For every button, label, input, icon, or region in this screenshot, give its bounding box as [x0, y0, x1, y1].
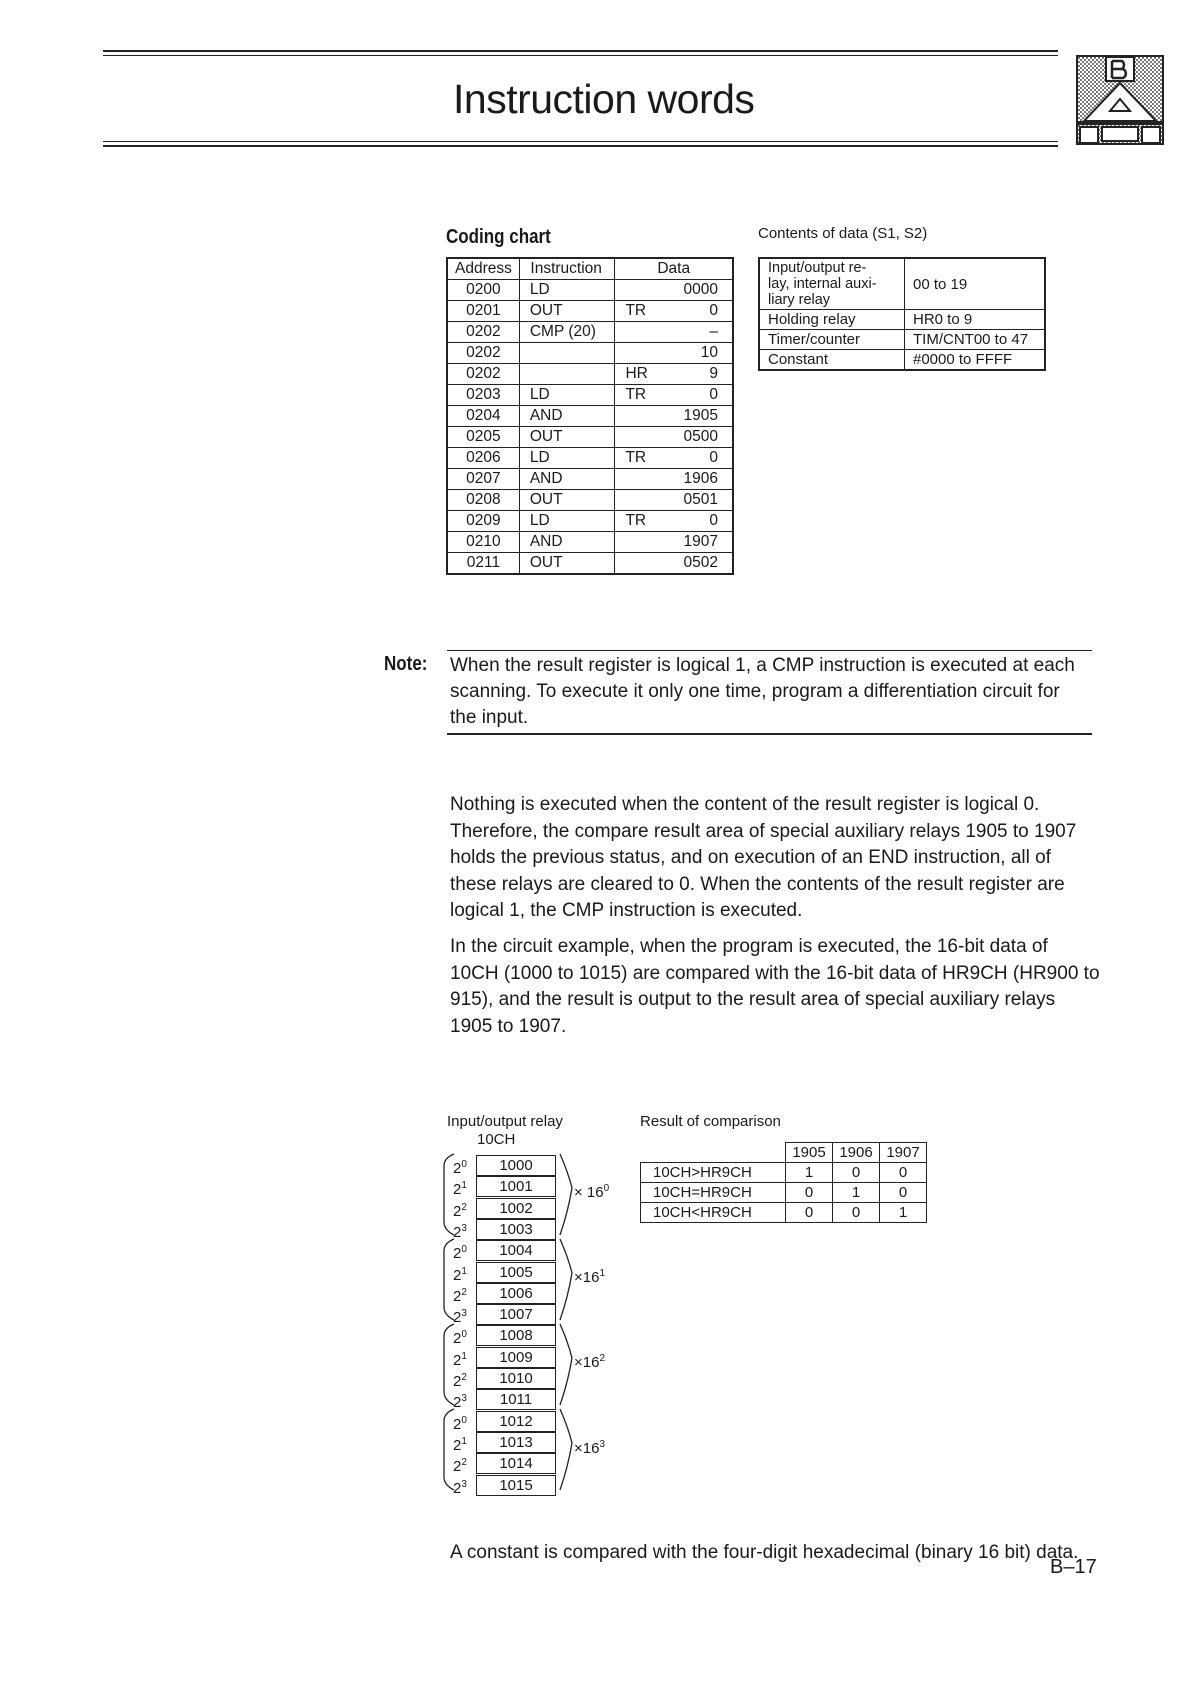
data-area-cell: TR — [615, 448, 667, 469]
multiplier-base: ×16 — [574, 1354, 600, 1372]
relay-cell: 1005 — [476, 1262, 556, 1283]
data-value-cell: 0000 — [666, 280, 733, 301]
data-area-cell — [615, 322, 667, 343]
data-value-cell: 0 — [666, 301, 733, 322]
address-cell: 0202 — [447, 343, 519, 364]
instruction-cell: LD — [519, 511, 615, 532]
relay-cell: 1008 — [476, 1325, 556, 1346]
data-area-cell — [615, 553, 667, 575]
address-cell: 0211 — [447, 553, 519, 575]
relay-cell: 1002 — [476, 1198, 556, 1219]
relay-cell: 1000 — [476, 1155, 556, 1176]
bit-weight-base: 2 — [453, 1160, 462, 1177]
bit-weight-base: 2 — [453, 1266, 462, 1284]
data-value-cell: 10 — [666, 343, 733, 364]
table-row — [759, 350, 1045, 371]
table-row — [447, 469, 733, 490]
bit-weight-exponent: 3 — [461, 1478, 467, 1490]
result-cell: 1 — [880, 1203, 927, 1223]
address-cell: 0208 — [447, 490, 519, 511]
result-row-label: 10CH<HR9CH — [641, 1203, 786, 1223]
table-row — [447, 280, 733, 301]
multiplier-label — [574, 1183, 609, 1201]
contents-value: 00 to 19 — [905, 258, 1046, 310]
paragraph-circuit-example: In the circuit example, when the program is executed, the 16-bit data of 10CH (1000 to 1015) are compared with the 16-bit data of HR9CH (HR900 to 915), and the result is output to the result area of special auxiliary relays 1905 to 1907. — [450, 936, 1100, 1037]
multiplier-base: ×16 — [574, 1439, 600, 1457]
bit-weight-exponent: 1 — [461, 1180, 467, 1192]
bit-weight-exponent: 2 — [461, 1372, 467, 1383]
bit-weight-base: 2 — [453, 1287, 462, 1305]
contents-label: Holding relay — [759, 310, 905, 330]
table-row — [447, 343, 733, 364]
instruction-cell: AND — [519, 406, 615, 427]
address-cell: 0206 — [447, 448, 519, 469]
relay-cell: 1007 — [476, 1304, 556, 1325]
coding-chart-body — [447, 280, 733, 575]
table-row — [447, 322, 733, 343]
multiplier-exponent: 3 — [599, 1438, 606, 1450]
data-area-cell: TR — [615, 511, 667, 532]
bit-weight-base: 2 — [453, 1202, 462, 1220]
multiplier-label — [574, 1439, 605, 1457]
relay-cell: 1012 — [476, 1411, 556, 1432]
bit-weight-base: 2 — [453, 1181, 462, 1199]
relay-diagram-title: Input/output relay — [447, 1113, 563, 1130]
section-b-logo-icon — [1076, 55, 1164, 145]
data-value-cell: 0502 — [666, 553, 733, 575]
data-value-cell: 1906 — [666, 469, 733, 490]
table-row — [759, 310, 1045, 330]
table-row — [641, 1183, 927, 1203]
table-row — [447, 490, 733, 511]
table-row — [759, 258, 1045, 310]
relay-cell: 1006 — [476, 1283, 556, 1304]
result-row-label: 10CH>HR9CH — [641, 1163, 786, 1183]
address-cell: 0203 — [447, 385, 519, 406]
relay-cell: 1010 — [476, 1368, 556, 1389]
bit-weight-exponent: 0 — [461, 1244, 467, 1256]
bit-weight-exponent: 0 — [461, 1329, 467, 1341]
result-cell: 0 — [833, 1163, 880, 1183]
table-row — [759, 330, 1045, 350]
data-value-cell: 0501 — [666, 490, 733, 511]
instruction-cell: OUT — [519, 490, 615, 511]
note-text: When the result register is logical 1, a CMP instruction is executed at each scanning. To execute it only one time, program a differentiation circuit for the input. — [450, 655, 1075, 728]
bit-weight-exponent: 0 — [461, 1159, 467, 1170]
bit-weight-base: 2 — [453, 1415, 462, 1433]
bit-weight-base: 2 — [453, 1458, 462, 1476]
relay-cell: 1014 — [476, 1453, 556, 1474]
bit-weight-exponent: 2 — [461, 1286, 467, 1298]
relay-channel-label: 10CH — [477, 1131, 516, 1148]
table-row — [447, 385, 733, 406]
page-number: B–17 — [1050, 1556, 1097, 1578]
address-cell: 0209 — [447, 511, 519, 532]
table-row — [641, 1163, 927, 1183]
result-col-header: 1905 — [786, 1143, 833, 1163]
address-cell: 0202 — [447, 364, 519, 385]
instruction-cell: CMP (20) — [519, 322, 615, 343]
multiplier-exponent: 2 — [599, 1353, 606, 1365]
address-cell: 0202 — [447, 322, 519, 343]
result-cell: 1 — [833, 1183, 880, 1203]
result-cell: 0 — [880, 1163, 927, 1183]
relay-cell: 1013 — [476, 1432, 556, 1453]
result-cell: 0 — [786, 1183, 833, 1203]
address-cell: 0201 — [447, 301, 519, 322]
header-rule-top-1 — [103, 50, 1058, 52]
table-row — [447, 532, 733, 553]
relay-cell: 1001 — [476, 1176, 556, 1197]
result-cell: 0 — [833, 1203, 880, 1223]
multiplier-exponent: 0 — [603, 1183, 610, 1194]
result-cell: 1 — [786, 1163, 833, 1183]
bit-weight-base: 2 — [453, 1394, 462, 1412]
instruction-cell: AND — [519, 532, 615, 553]
instruction-cell — [519, 364, 615, 385]
page-title: Instruction words — [453, 76, 755, 122]
bit-weight-base: 2 — [453, 1245, 462, 1263]
header-rule-top-2 — [103, 55, 1058, 56]
bit-weight-exponent: 3 — [461, 1308, 467, 1320]
instruction-cell: LD — [519, 448, 615, 469]
table-row — [447, 511, 733, 532]
table-row — [447, 553, 733, 575]
data-value-cell: 0 — [666, 511, 733, 532]
result-header-empty — [641, 1143, 786, 1163]
bit-weight-base: 2 — [453, 1330, 462, 1348]
result-col-header: 1907 — [880, 1143, 927, 1163]
multiplier-base: ×16 — [574, 1269, 600, 1287]
bit-weight-base: 2 — [453, 1479, 462, 1497]
data-area-cell — [615, 532, 667, 553]
contents-label: Constant — [759, 350, 905, 371]
col-header-data: Data — [615, 258, 733, 280]
bit-weight-exponent: 3 — [461, 1222, 467, 1234]
data-area-cell: HR — [615, 364, 667, 385]
bit-weight-base: 2 — [453, 1223, 462, 1241]
relay-cell: 1009 — [476, 1347, 556, 1368]
header-rule-bottom-1 — [103, 141, 1058, 142]
contents-label: Timer/counter — [759, 330, 905, 350]
result-col-header: 1906 — [833, 1143, 880, 1163]
instruction-cell: OUT — [519, 553, 615, 575]
bit-weight-base: 2 — [453, 1373, 462, 1390]
table-row — [447, 406, 733, 427]
bit-weight-exponent: 2 — [461, 1457, 467, 1469]
bit-weight-base: 2 — [453, 1351, 462, 1369]
instruction-cell: AND — [519, 469, 615, 490]
data-area-cell: TR — [615, 385, 667, 406]
data-value-cell: – — [666, 322, 733, 343]
contents-title: Contents of data (S1, S2) — [758, 225, 928, 242]
bit-weight-exponent: 1 — [461, 1435, 467, 1447]
multiplier-label — [574, 1353, 605, 1371]
table-row — [447, 301, 733, 322]
footer-text: A constant is compared with the four-digit hexadecimal (binary 16 bit) data. — [450, 1542, 1079, 1563]
coding-chart-table — [446, 257, 734, 575]
data-value-cell: 0 — [666, 448, 733, 469]
contents-value: HR0 to 9 — [905, 310, 1046, 330]
multiplier-base: × 16 — [574, 1184, 604, 1201]
data-value-cell: 1907 — [666, 532, 733, 553]
contents-value: #0000 to FFFF — [905, 350, 1046, 371]
data-area-cell — [615, 406, 667, 427]
table-row — [447, 448, 733, 469]
coding-chart-title: Coding chart — [446, 226, 551, 248]
multiplier-exponent: 1 — [599, 1268, 606, 1280]
data-area-cell — [615, 343, 667, 364]
contents-value: TIM/CNT00 to 47 — [905, 330, 1046, 350]
address-cell: 0200 — [447, 280, 519, 301]
data-area-cell: TR — [615, 301, 667, 322]
header-rule-bottom-2 — [103, 145, 1058, 147]
bit-weight-base: 2 — [453, 1309, 462, 1327]
table-row — [641, 1203, 927, 1223]
col-header-instruction: Instruction — [519, 258, 615, 280]
note-rule-top — [447, 650, 1092, 651]
instruction-cell: OUT — [519, 301, 615, 322]
data-area-cell — [615, 427, 667, 448]
bit-weight-exponent: 1 — [461, 1350, 467, 1362]
data-area-cell — [615, 469, 667, 490]
data-value-cell: 9 — [666, 364, 733, 385]
data-value-cell: 0 — [666, 385, 733, 406]
bit-weight-base: 2 — [453, 1436, 462, 1454]
bit-weight-exponent: 1 — [461, 1265, 467, 1277]
result-row-label: 10CH=HR9CH — [641, 1183, 786, 1203]
result-cell: 0 — [786, 1203, 833, 1223]
instruction-cell — [519, 343, 615, 364]
instruction-cell: LD — [519, 385, 615, 406]
multiplier-label — [574, 1268, 605, 1286]
bit-weight-exponent: 2 — [461, 1201, 467, 1213]
address-cell: 0205 — [447, 427, 519, 448]
contents-table — [758, 257, 1046, 371]
result-header-row — [641, 1143, 927, 1163]
paragraph-result-register: Nothing is executed when the content of the result register is logical 0. Therefore, the compare result area of special auxiliary relays 1905 to 1907 holds the previous status, and on execution of an END instruction, all of these relays are cleared to 0. When the contents of the result register are logical 1, the CMP instruction is executed. — [450, 794, 1077, 921]
relay-cell: 1004 — [476, 1240, 556, 1261]
data-value-cell: 0500 — [666, 427, 733, 448]
result-cell: 0 — [880, 1183, 927, 1203]
address-cell: 0210 — [447, 532, 519, 553]
address-cell: 0204 — [447, 406, 519, 427]
address-cell: 0207 — [447, 469, 519, 490]
instruction-cell: OUT — [519, 427, 615, 448]
relay-cell: 1003 — [476, 1219, 556, 1240]
table-row — [447, 364, 733, 385]
relay-cell: 1015 — [476, 1475, 556, 1496]
contents-label: Input/output re- lay, internal auxi- liary relay — [759, 258, 905, 310]
instruction-cell: LD — [519, 280, 615, 301]
relay-cell: 1011 — [476, 1389, 556, 1410]
data-area-cell — [615, 280, 667, 301]
data-area-cell — [615, 490, 667, 511]
bit-weight-exponent: 3 — [461, 1393, 467, 1405]
note-label: Note: — [384, 653, 428, 675]
coding-chart-header-row — [447, 258, 733, 280]
table-row — [447, 427, 733, 448]
result-table-title: Result of comparison — [640, 1113, 781, 1130]
note-rule-bottom — [447, 733, 1092, 735]
data-value-cell: 1905 — [666, 406, 733, 427]
col-header-address: Address — [447, 258, 519, 280]
bit-weight-exponent: 0 — [461, 1414, 467, 1426]
result-table — [640, 1142, 927, 1223]
